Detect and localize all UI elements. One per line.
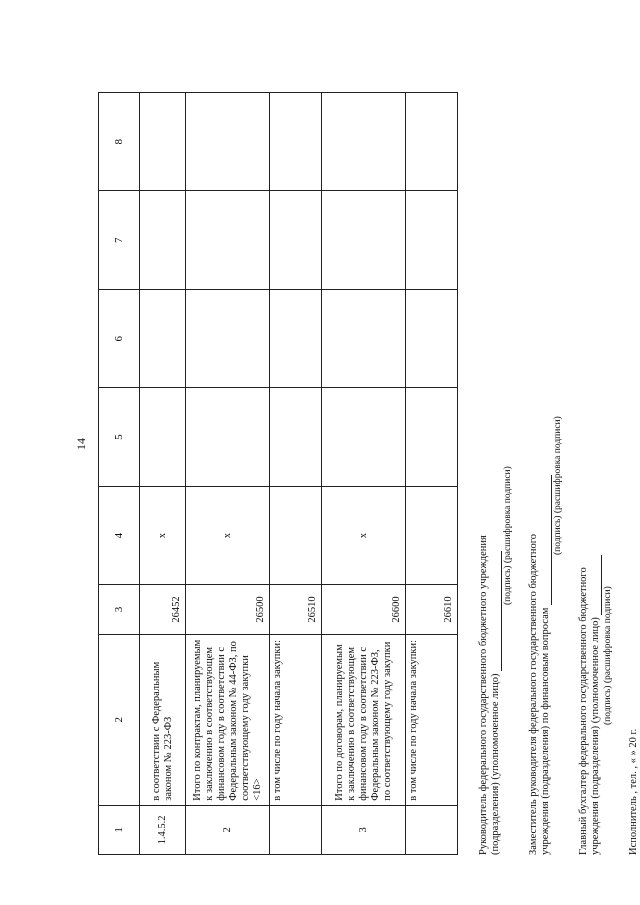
- row-number: [406, 805, 458, 854]
- row-cell-4: [270, 486, 322, 584]
- row-code: 26510: [270, 585, 322, 634]
- head-title-line1: Руководитель федерального государственного бюджетного учреждения: [478, 535, 489, 855]
- deputy-signature: [528, 92, 564, 855]
- accountant-signature-caption: (подпись) (расшифровка подписи): [603, 586, 613, 725]
- accountant-title-line1: Главный бухгалтер федерального государственного бюджетного: [578, 567, 589, 855]
- header-cell: 1: [99, 805, 140, 854]
- row-description: Итого по контрактам, планируемым к заключению в соответствующем финансовом году в соответствии с Федеральным законом № 44-ФЗ, по соответствующему году закупки <16>: [186, 634, 270, 805]
- executor-label: Исполнитель: [628, 796, 639, 855]
- row-number: 2: [186, 805, 270, 854]
- row-code: 26452: [140, 585, 186, 634]
- row-cell-8: [406, 93, 458, 192]
- row-cell-7: [140, 191, 186, 289]
- signature-block: [478, 92, 640, 855]
- rotated-content: [98, 55, 638, 855]
- table-row: [140, 93, 186, 855]
- row-cell-8: [186, 93, 270, 192]
- row-cell-6: [270, 289, 322, 387]
- head-title-line2: (подразделения) (уполномоченное лицо): [490, 673, 501, 855]
- row-cell-5: [186, 388, 270, 486]
- row-cell-5: [322, 388, 406, 486]
- table-row: [186, 93, 270, 855]
- row-cell-7: [270, 191, 322, 289]
- header-cell: 4: [99, 486, 140, 584]
- row-number: [270, 805, 322, 854]
- row-cell-6: [186, 289, 270, 387]
- row-code: 26500: [186, 585, 270, 634]
- deputy-title-line2: учреждения (подразделения) по финансовым вопросам: [540, 607, 551, 855]
- row-cell-4: [406, 486, 458, 584]
- row-cell-6: [140, 289, 186, 387]
- header-cell: 3: [99, 585, 140, 634]
- table-row: [406, 93, 458, 855]
- row-cell-6: [322, 289, 406, 387]
- row-cell-5: [140, 388, 186, 486]
- row-cell-5: [406, 388, 458, 486]
- date-close: »: [628, 750, 639, 756]
- table-row: [322, 93, 406, 855]
- deputy-signature-caption: (подпись) (расшифровка подписи): [553, 416, 563, 555]
- header-cell: 6: [99, 289, 140, 387]
- row-number: 1.4.5.2: [140, 805, 186, 854]
- table-header-row: [99, 93, 140, 855]
- table-row: [270, 93, 322, 855]
- row-cell-7: [186, 191, 270, 289]
- row-cell-7: [406, 191, 458, 289]
- year-suffix: г.: [628, 728, 639, 735]
- header-cell: 5: [99, 388, 140, 486]
- phone-label: , тел.: [628, 771, 639, 794]
- row-description: в том числе по году начала закупки:: [406, 634, 458, 805]
- row-code: 26600: [322, 585, 406, 634]
- head-signature: [478, 92, 514, 855]
- row-cell-6: [406, 289, 458, 387]
- row-cell-4: x: [186, 486, 270, 584]
- data-table: [98, 92, 458, 855]
- date-open: , «: [628, 758, 639, 769]
- row-cell-8: [322, 93, 406, 192]
- accountant-title-line2: учреждения (подразделения) (уполномоченное лицо): [590, 617, 601, 855]
- row-cell-5: [270, 388, 322, 486]
- row-cell-4: x: [322, 486, 406, 584]
- header-cell: 8: [99, 93, 140, 192]
- header-cell: 2: [99, 634, 140, 805]
- accountant-signature: [578, 92, 614, 855]
- row-code: 26610: [406, 585, 458, 634]
- row-description: в соответствии с Федеральным законом № 223-ФЗ: [140, 634, 186, 805]
- executor-row: [628, 92, 640, 855]
- page-number: 14: [74, 438, 88, 450]
- row-cell-7: [322, 191, 406, 289]
- deputy-title-line1: Заместитель руководителя федерального государственного бюджетного: [528, 534, 539, 855]
- head-signature-caption: (подпись) (расшифровка подписи): [503, 466, 513, 605]
- row-number: 3: [322, 805, 406, 854]
- row-cell-8: [140, 93, 186, 192]
- row-cell-8: [270, 93, 322, 192]
- row-description: в том числе по году начала закупки:: [270, 634, 322, 805]
- header-cell: 7: [99, 191, 140, 289]
- year-prefix: 20: [628, 737, 639, 748]
- row-cell-4: x: [140, 486, 186, 584]
- row-description: Итого по договорам, планируемым к заключению в соответствующем финансовом году в соответствии с Федеральным законом № 223-ФЗ, по соответствующему году закупки: [322, 634, 406, 805]
